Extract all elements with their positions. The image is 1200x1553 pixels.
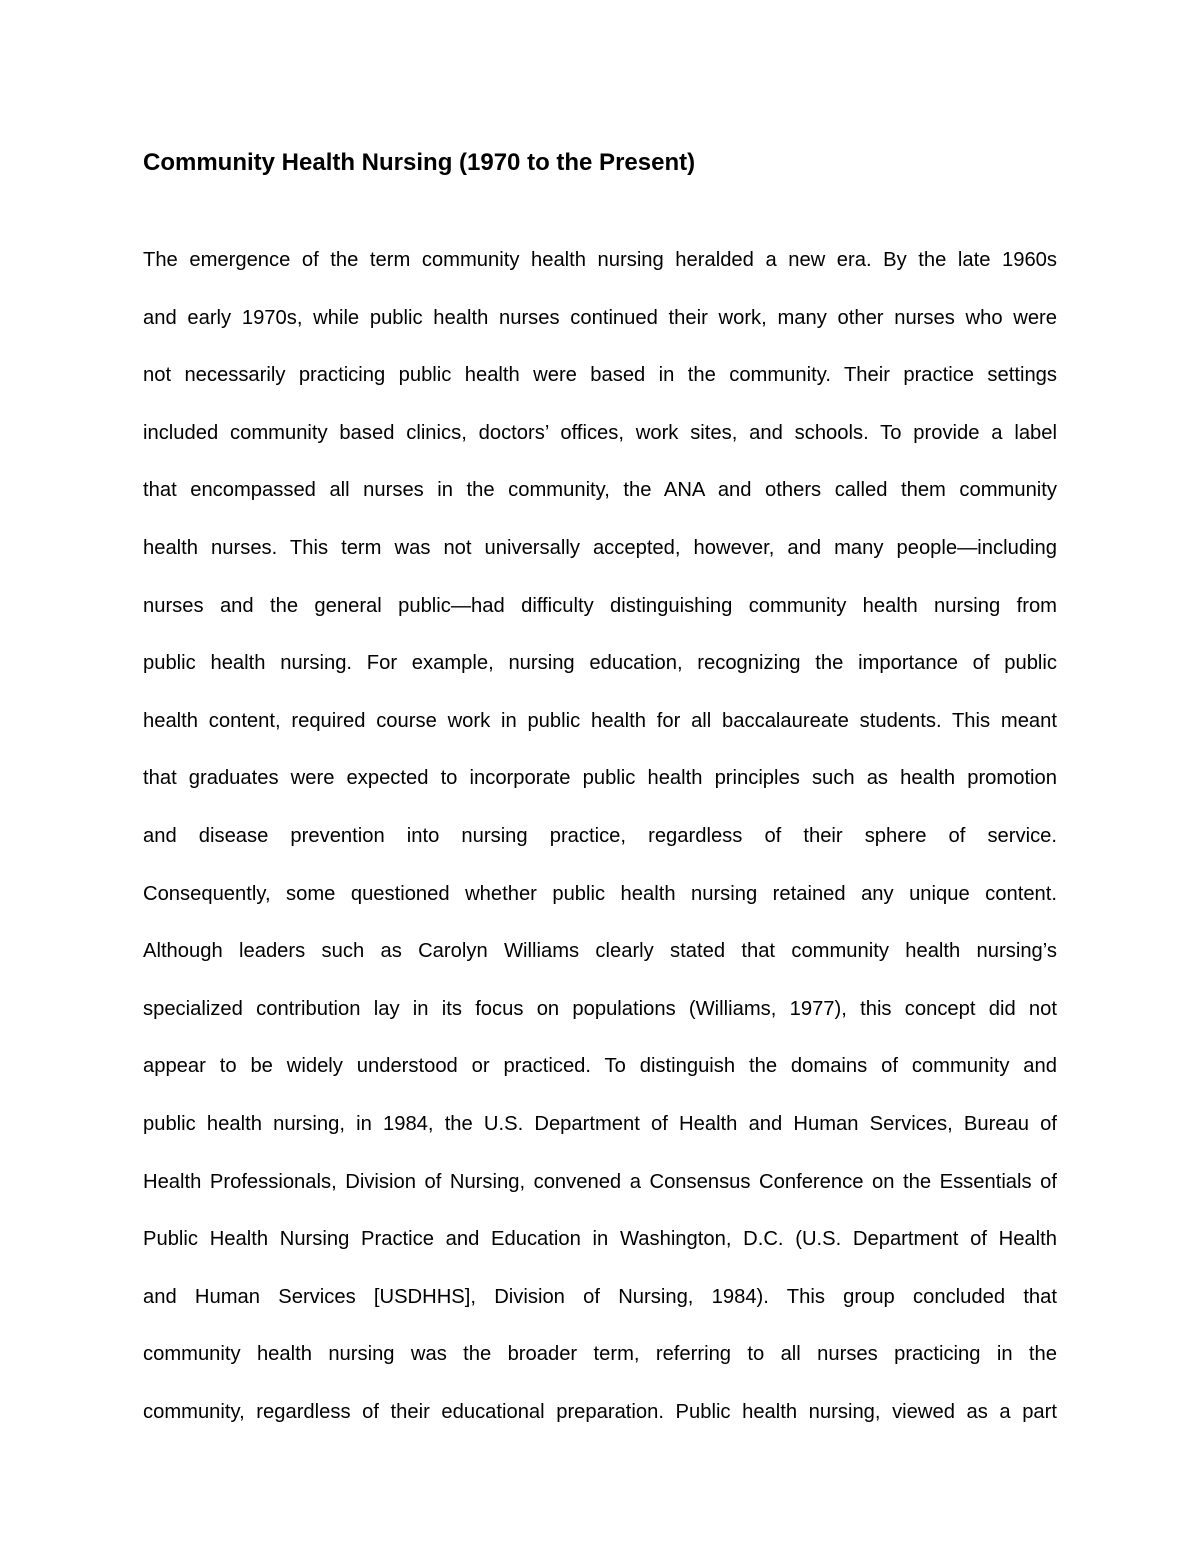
body-line: Although leaders such as Carolyn Williams clearly stated that community health nursing’s xyxy=(143,940,1057,963)
body-line: nurses and the general public—had difficulty distinguishing community health nursing from xyxy=(143,594,1057,617)
body-line: public health nursing, in 1984, the U.S. Department of Health and Human Services, Bureau of xyxy=(143,1112,1057,1135)
body-line: appear to be widely understood or practiced. To distinguish the domains of community and xyxy=(143,1055,1057,1078)
document-title: Community Health Nursing (1970 to the Present) xyxy=(143,149,696,176)
document-body xyxy=(143,232,1057,1441)
body-line: included community based clinics, doctors’ offices, work sites, and schools. To provide a label xyxy=(143,421,1057,444)
body-line: Consequently, some questioned whether public health nursing retained any unique content. xyxy=(143,882,1057,905)
body-line: community, regardless of their educational preparation. Public health nursing, viewed as a part xyxy=(143,1400,1057,1423)
body-line: health content, required course work in public health for all baccalaureate students. This meant xyxy=(143,709,1057,732)
body-line: not necessarily practicing public health were based in the community. Their practice settings xyxy=(143,364,1057,387)
body-line: health nurses. This term was not universally accepted, however, and many people—including xyxy=(143,536,1057,559)
body-line: specialized contribution lay in its focus on populations (Williams, 1977), this concept did not xyxy=(143,997,1057,1020)
body-line: Health Professionals, Division of Nursing, convened a Consensus Conference on the Essentials of xyxy=(143,1170,1057,1193)
body-line: that encompassed all nurses in the community, the ANA and others called them community xyxy=(143,479,1057,502)
body-line: and disease prevention into nursing practice, regardless of their sphere of service. xyxy=(143,824,1057,847)
body-line: The emergence of the term community health nursing heralded a new era. By the late 1960s xyxy=(143,249,1057,271)
body-line: Public Health Nursing Practice and Education in Washington, D.C. (U.S. Department of Health xyxy=(143,1228,1057,1251)
body-line: that graduates were expected to incorporate public health principles such as health promotion xyxy=(143,767,1057,790)
body-line: and Human Services [USDHHS], Division of Nursing, 1984). This group concluded that xyxy=(143,1285,1057,1308)
body-line: and early 1970s, while public health nurses continued their work, many other nurses who were xyxy=(143,306,1057,329)
body-line: community health nursing was the broader term, referring to all nurses practicing in the xyxy=(143,1343,1057,1366)
body-line: public health nursing. For example, nursing education, recognizing the importance of public xyxy=(143,652,1057,675)
